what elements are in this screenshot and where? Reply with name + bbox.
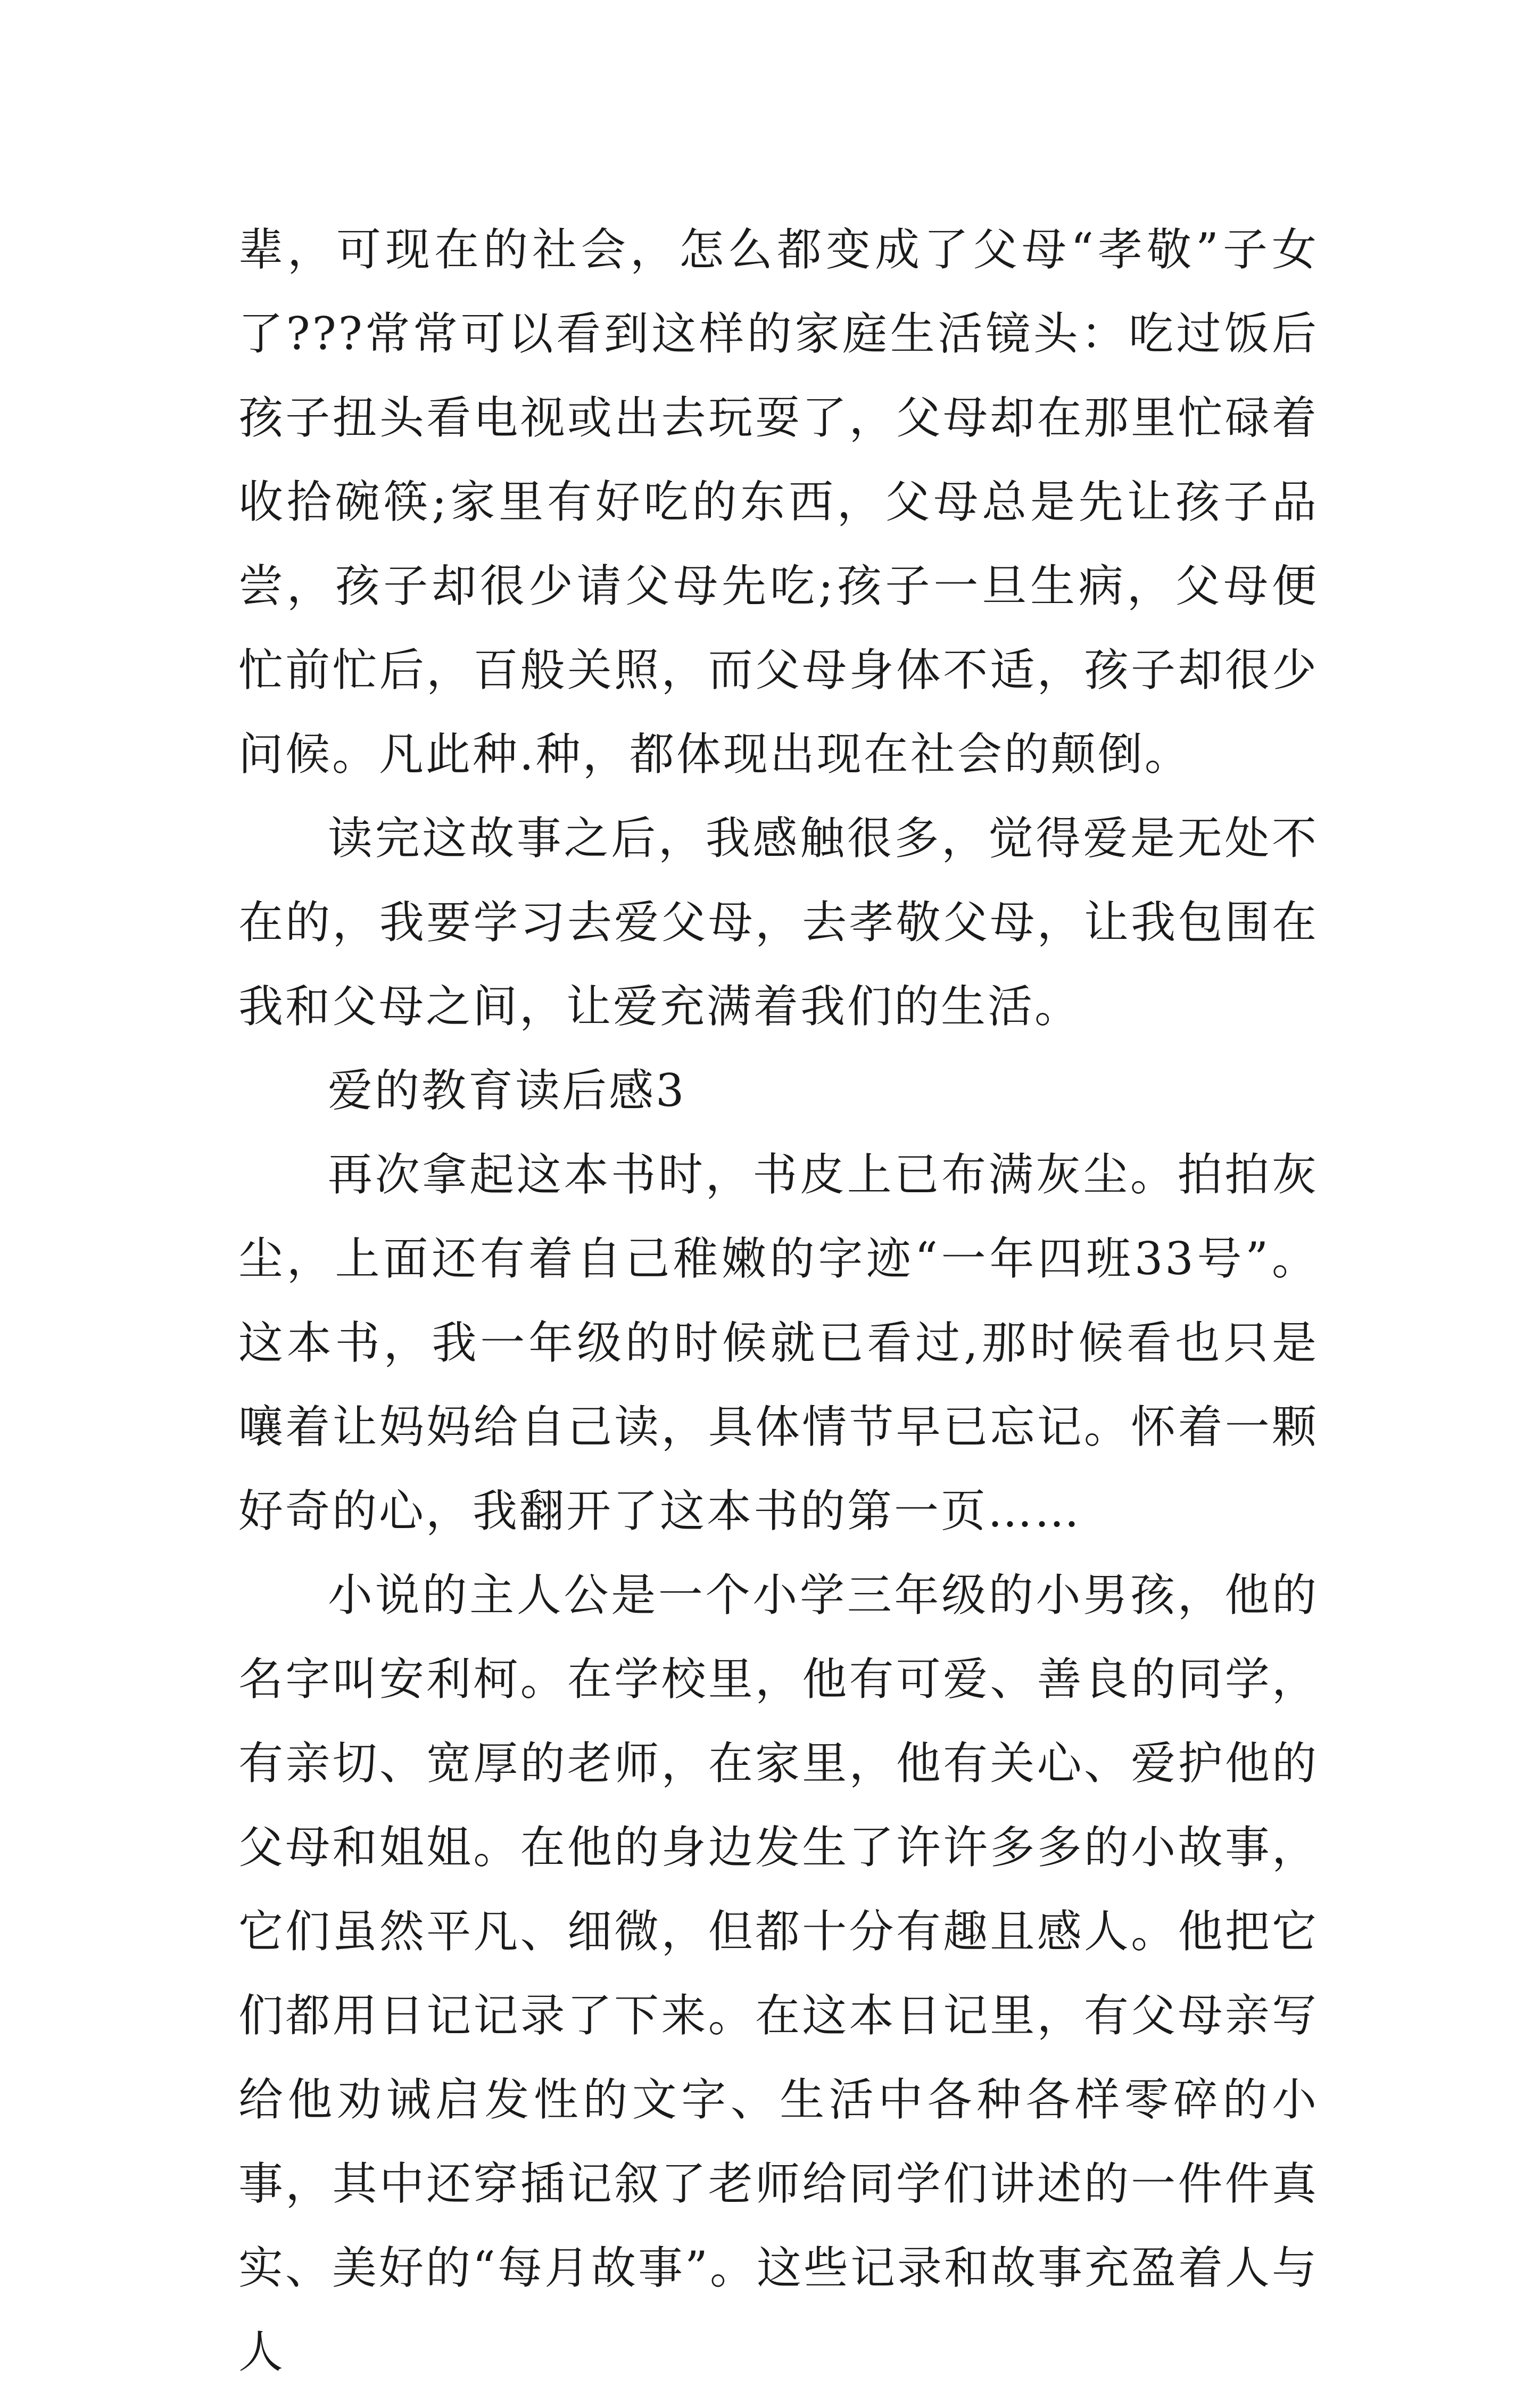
paragraph-book-intro: 再次拿起这本书时，书皮上已布满灰尘。拍拍灰尘，上面还有着自己稚嫩的字迹“一年四班33号”。这本书，我一年级的时候就已看过,那时候看也只是嚷着让妈妈给自己读，具体情节早已忘记。怀着一颗好奇的心，我翻开了这本书的第一页…… bbox=[238, 1149, 1319, 1537]
section-title: 爱的教育读后感3 bbox=[328, 1064, 686, 1117]
paragraph-continuation: 辈，可现在的社会，怎么都变成了父母“孝敬”子女了???常常可以看到这样的家庭生活镜头：吃过饭后孩子扭头看电视或出去玩耍了，父母却在那里忙碌着收拾碗筷;家里有好吃的东西，父母总是先让孩子品尝，孩子却很少请父母先吃;孩子一旦生病，父母便忙前忙后，百般关照，而父母身体不适，孩子却很少问候。凡此种.种，都体现出现在社会的颠倒。 bbox=[238, 224, 1319, 780]
paragraph-story-summary: 小说的主人公是一个小学三年级的小男孩，他的名字叫安利柯。在学校里，他有可爱、善良的同学，有亲切、宽厚的老师，在家里，他有关心、爱护他的父母和姐姐。在他的身边发生了许许多多的小故事，它们虽然平凡、细微，但都十分有趣且感人。他把它们都用日记记录了下来。在这本日记里，有父母亲写给他劝诫启发性的文字、生活中各种各样零碎的小事，其中还穿插记叙了老师给同学们讲述的一件件真实、美好的“每月故事”。这些记录和故事充盈着人与人 bbox=[238, 1569, 1319, 2378]
paragraph-reflection: 读完这故事之后，我感触很多，觉得爱是无处不在的，我要学习去爱父母，去孝敬父母，让我包围在我和父母之间，让爱充满着我们的生活。 bbox=[238, 812, 1319, 1033]
document-body bbox=[238, 208, 1319, 2394]
